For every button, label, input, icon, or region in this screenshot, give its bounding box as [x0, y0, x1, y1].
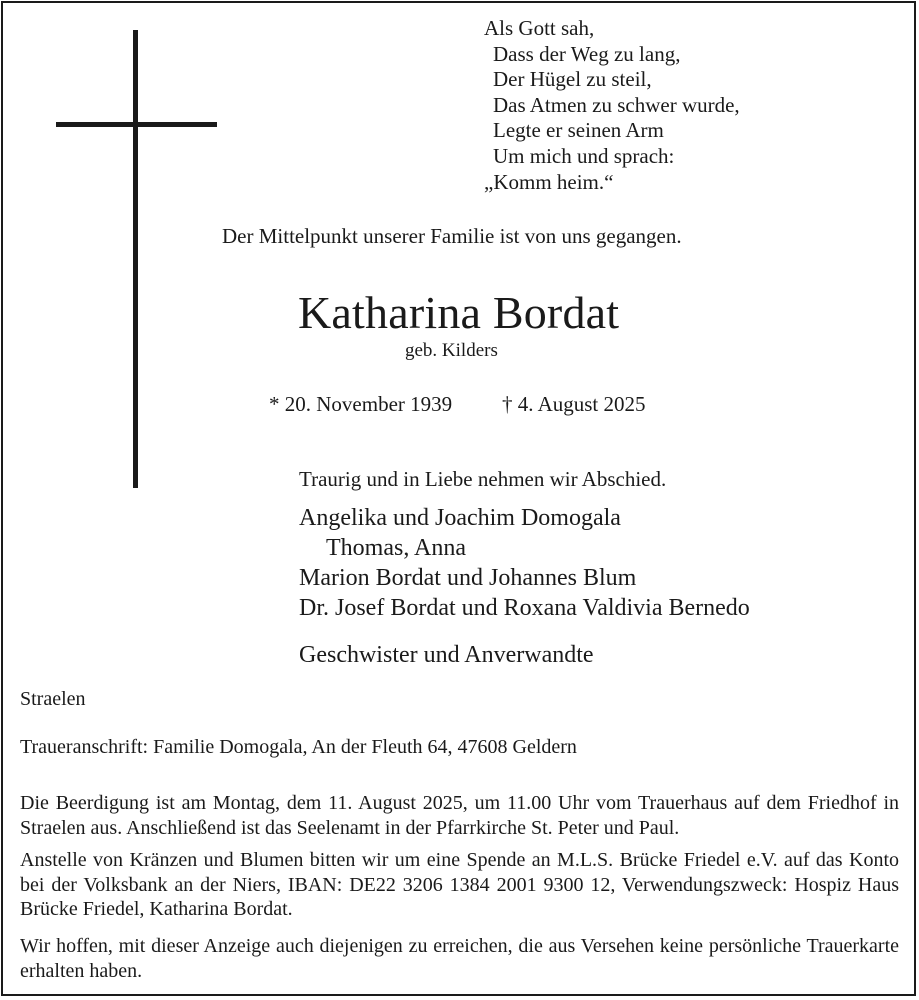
- poem-line: Der Hügel zu steil,: [493, 67, 652, 92]
- place-name: Straelen: [20, 688, 86, 710]
- farewell-text: Traurig und in Liebe nehmen wir Abschied.: [299, 467, 667, 491]
- obituary-frame: [1, 1, 916, 996]
- poem-line: Um mich und sprach:: [493, 143, 675, 168]
- mourner-line: Dr. Josef Bordat und Roxana Valdivia Bernedo: [299, 595, 750, 621]
- funeral-paragraph: Die Beerdigung ist am Montag, dem 11. August 2025, um 11.00 Uhr vom Trauerhaus auf dem Friedhof in Straelen aus. Anschließend ist das Seelenamt in der Pfarrkirche St. Peter und Paul.: [20, 792, 899, 839]
- deceased-name: Katharina Bordat: [298, 287, 620, 338]
- poem-line: Legte er seinen Arm: [493, 118, 664, 143]
- mourner-line: Geschwister und Anverwandte: [299, 642, 594, 668]
- birth-date: * 20. November 1939: [269, 392, 453, 416]
- death-date: † 4. August 2025: [502, 392, 646, 416]
- mourner-line: Marion Bordat und Johannes Blum: [299, 565, 637, 591]
- cross-horizontal-bar: [56, 122, 217, 127]
- poem-line: Als Gott sah,: [484, 16, 595, 40]
- donation-paragraph: Anstelle von Kränzen und Blumen bitten wir um eine Spende an M.L.S. Brücke Friedel e.V. auf das Konto bei der Volksbank an der Niers, IBAN: DE22 3206 1384 2001 9300 12, Verwendungszweck: Hospiz Haus Brücke Friedel, Katharina Bordat.: [20, 849, 899, 921]
- mourning-address: Traueranschrift: Familie Domogala, An der Fleuth 64, 47608 Geldern: [20, 736, 577, 758]
- mourner-line: Thomas, Anna: [326, 535, 466, 561]
- poem: [484, 16, 740, 195]
- intro-text: Der Mittelpunkt unserer Familie ist von uns gegangen.: [222, 224, 682, 248]
- poem-line: Dass der Weg zu lang,: [493, 41, 681, 66]
- note-paragraph: Wir hoffen, mit dieser Anzeige auch diejenigen zu erreichen, die aus Versehen keine persönliche Trauerkarte erhalten haben.: [20, 935, 899, 982]
- birth-name: geb. Kilders: [405, 340, 498, 361]
- poem-line: Das Atmen zu schwer wurde,: [493, 92, 740, 117]
- cross-vertical-bar: [133, 30, 138, 488]
- poem-line: „Komm heim.“: [484, 169, 614, 194]
- mourner-line: Angelika und Joachim Domogala: [299, 505, 621, 531]
